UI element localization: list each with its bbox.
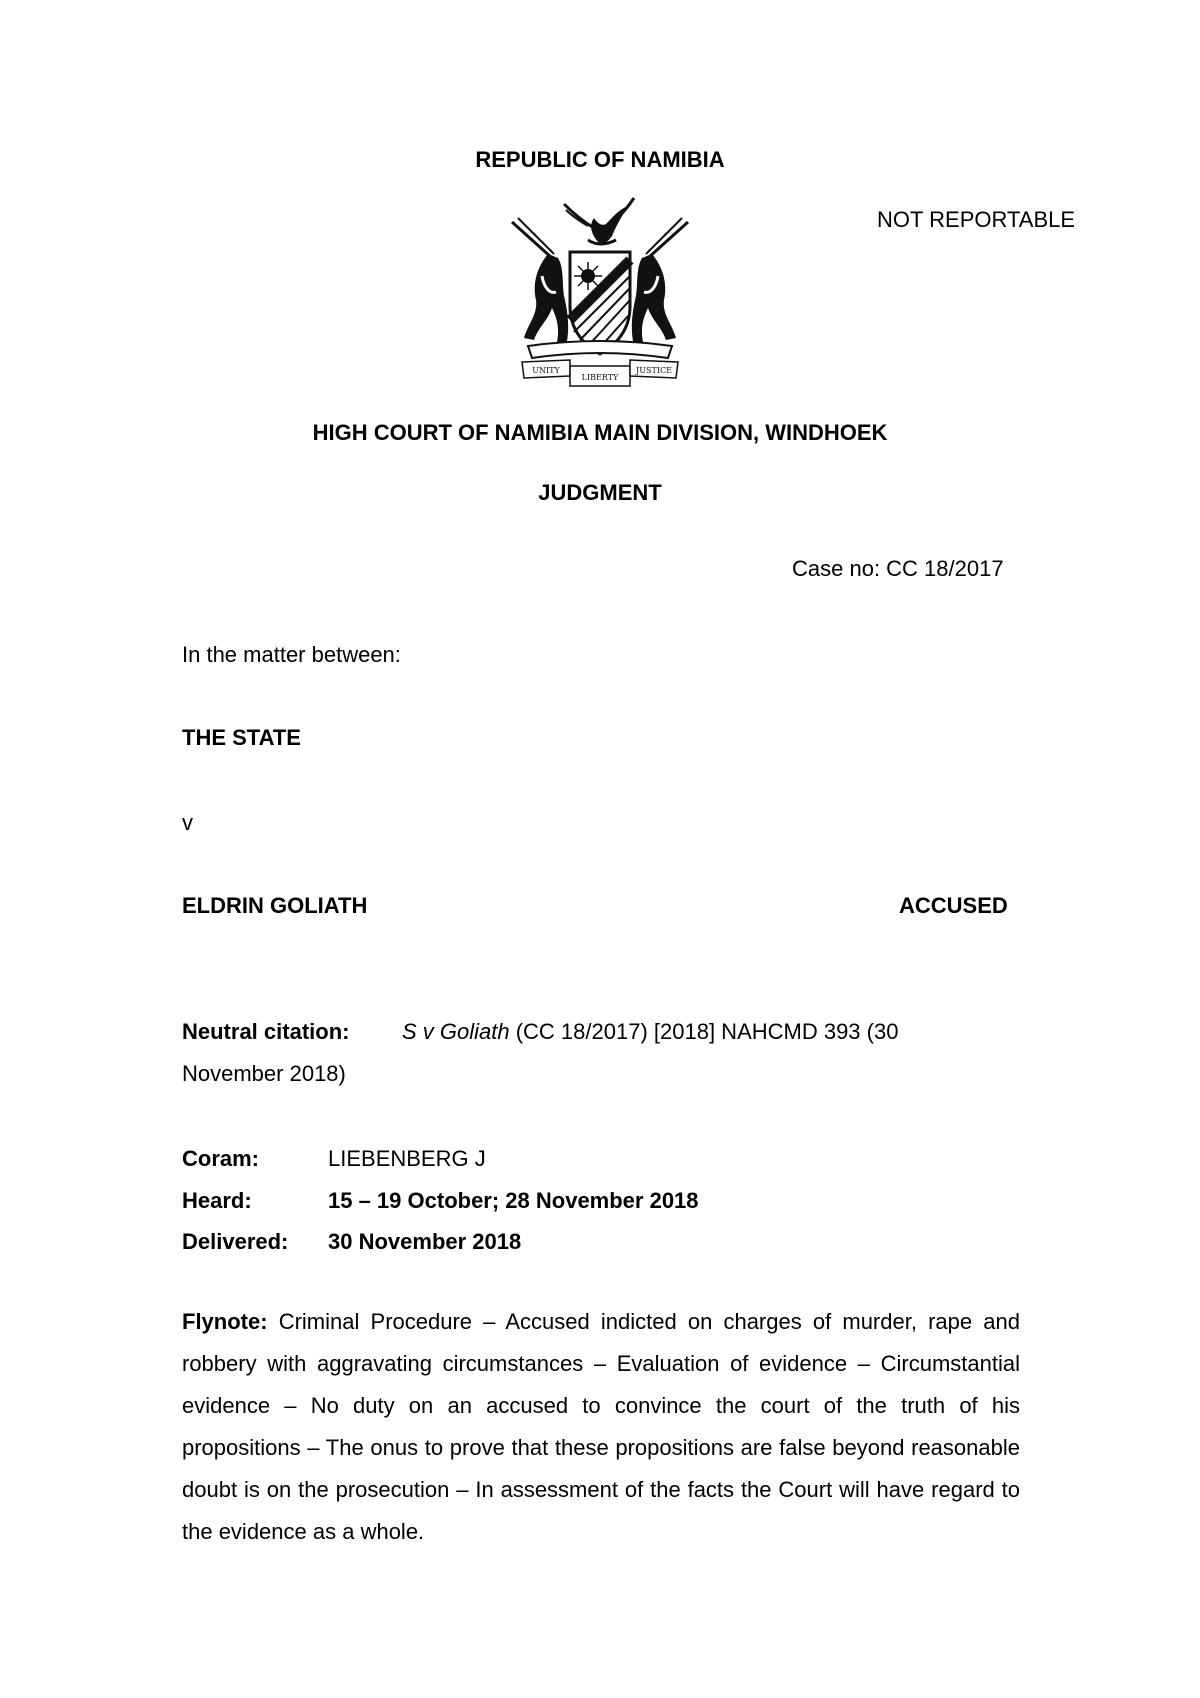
party-accused-role: ACCUSED <box>899 893 1008 918</box>
motto-unity: UNITY <box>532 366 560 375</box>
motto-liberty: LIBERTY <box>581 373 619 382</box>
flynote-label: Flynote: <box>182 1309 268 1334</box>
namibia-coat-of-arms-icon <box>508 196 692 390</box>
reportable-label: NOT REPORTABLE <box>877 207 1076 232</box>
citation-rest-line2: November 2018) <box>182 1061 346 1086</box>
matter-between-label: In the matter between: <box>182 642 401 667</box>
party-state: THE STATE <box>182 725 301 750</box>
flynote-paragraph <box>182 1301 1020 1553</box>
motto-justice: JUSTICE <box>636 366 672 375</box>
delivered-value: 30 November 2018 <box>328 1229 522 1254</box>
judgment-heading: JUDGMENT <box>538 480 662 505</box>
court-heading: HIGH COURT OF NAMIBIA MAIN DIVISION, WINDHOEK <box>312 420 888 445</box>
flynote-text: Criminal Procedure – Accused indicted on charges of murder, rape and robbery with aggravating circumstances – Evaluation of evidence – Circumstantial evidence – No duty on an accused to convince the court of the truth of his propositions – The onus to prove that these propositions are false beyond reasonable doubt is on the prosecution – In assessment of the facts the Court will have regard to the evidence as a whole. <box>182 1309 1020 1544</box>
delivered-label: Delivered: <box>182 1229 289 1254</box>
case-number: Case no: CC 18/2017 <box>792 556 1004 581</box>
versus-label: v <box>182 810 193 835</box>
party-accused-name: ELDRIN GOLIATH <box>182 893 368 918</box>
neutral-citation-line1 <box>182 1019 349 1045</box>
citation-rest-line1: (CC 18/2017) [2018] NAHCMD 393 (30 <box>509 1019 899 1044</box>
citation-case-name: S v Goliath <box>402 1019 510 1044</box>
heard-value: 15 – 19 October; 28 November 2018 <box>328 1188 699 1213</box>
neutral-citation-value <box>402 1019 898 1045</box>
coram-label: Coram: <box>182 1146 260 1171</box>
republic-heading: REPUBLIC OF NAMIBIA <box>475 147 725 172</box>
heard-label: Heard: <box>182 1188 252 1213</box>
coram-value: LIEBENBERG J <box>328 1146 486 1171</box>
neutral-citation-label: Neutral citation: <box>182 1019 350 1044</box>
